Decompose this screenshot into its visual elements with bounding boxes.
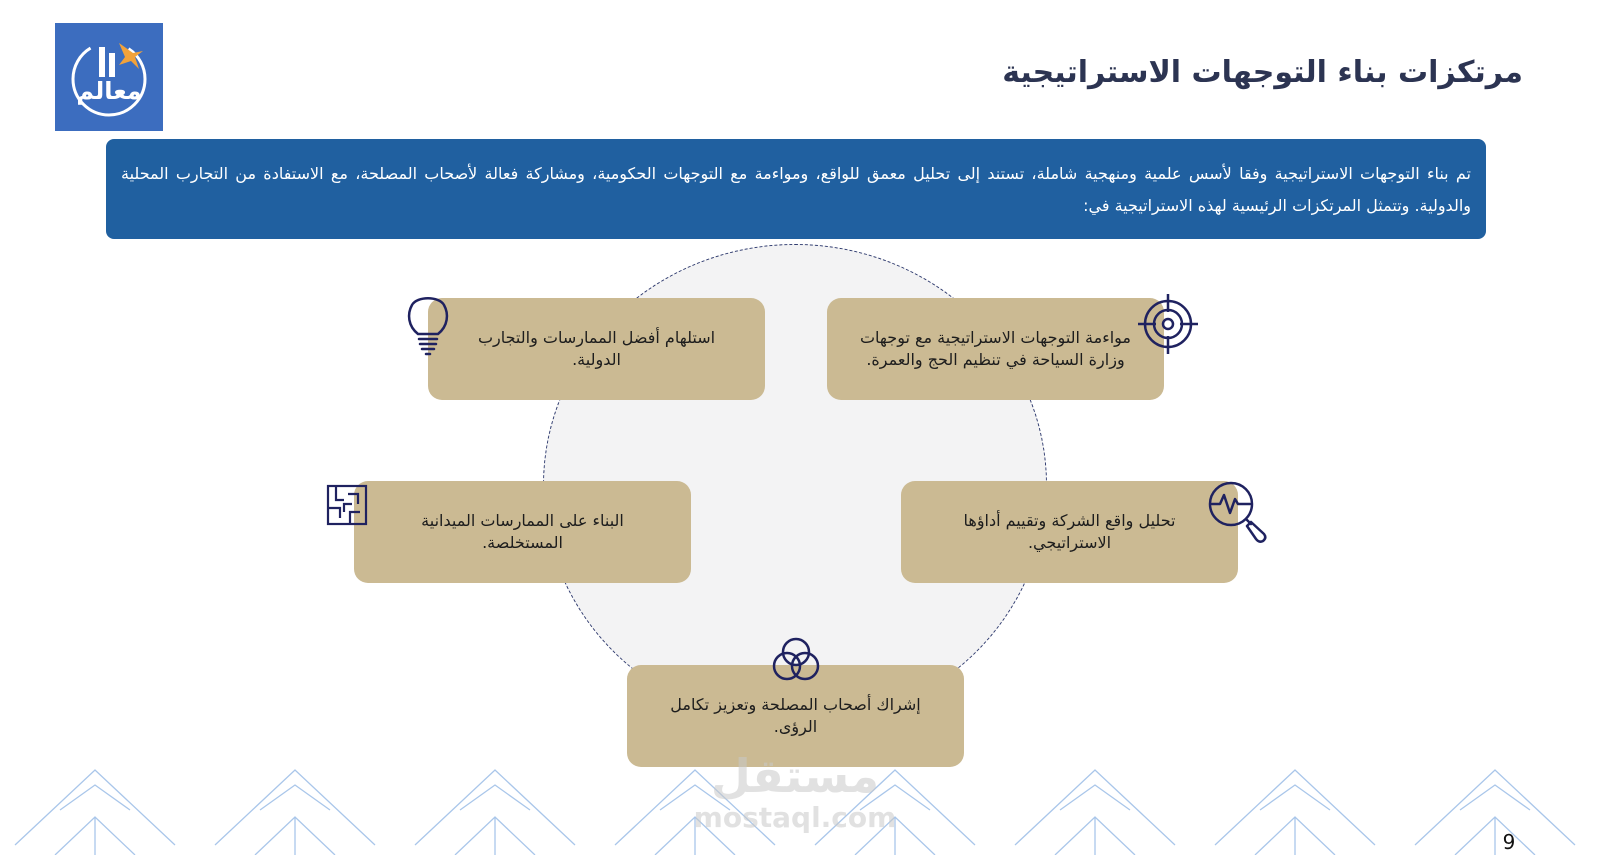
magnifier-pulse-icon xyxy=(1207,480,1271,544)
plane-logo-icon xyxy=(55,23,163,131)
watermark-logo-text: مستقل xyxy=(710,749,880,803)
card-text: استلهام أفضل الممارسات والتجارب الدولية. xyxy=(477,328,716,369)
maze-icon xyxy=(326,484,368,526)
venn-circles-icon xyxy=(771,637,821,683)
intro-banner xyxy=(106,139,1486,239)
watermark-url: mostaql.com xyxy=(693,801,897,834)
lightbulb-icon xyxy=(404,292,452,358)
target-icon xyxy=(1136,292,1200,356)
logo-text: معالم xyxy=(76,77,142,105)
card-best-practices xyxy=(428,298,765,400)
card-field-practices xyxy=(354,481,691,583)
card-text: إشراك أصحاب المصلحة وتعزيز تكامل الرؤى. xyxy=(670,695,921,736)
card-text: البناء على الممارسات الميدانية المستخلصة. xyxy=(421,511,624,552)
page-title: مرتكزات بناء التوجهات الاستراتيجية xyxy=(1002,55,1523,90)
card-text: تحليل واقع الشركة وتقييم أداؤها الاستراتيجي. xyxy=(963,511,1176,552)
card-text: مواءمة التوجهات الاستراتيجية مع توجهات وزارة السياحة في تنظيم الحج والعمرة. xyxy=(859,328,1131,369)
intro-text: تم بناء التوجهات الاستراتيجية وفقا لأسس علمية ومنهجية شاملة، تستند إلى تحليل معمق للواقع، ومواءمة مع التوجهات الحكومية، ومشاركة فعالة لأصحاب المصلحة، مع الاستفادة من التجارب المحلية والدولية. وتتمثل المرتكزات الرئيسية لهذه الاستراتيجية في: xyxy=(121,164,1471,215)
company-logo xyxy=(55,23,163,131)
page-number: 9 xyxy=(1502,830,1516,854)
card-company-analysis xyxy=(901,481,1238,583)
card-alignment xyxy=(827,298,1164,400)
watermark xyxy=(690,748,920,838)
